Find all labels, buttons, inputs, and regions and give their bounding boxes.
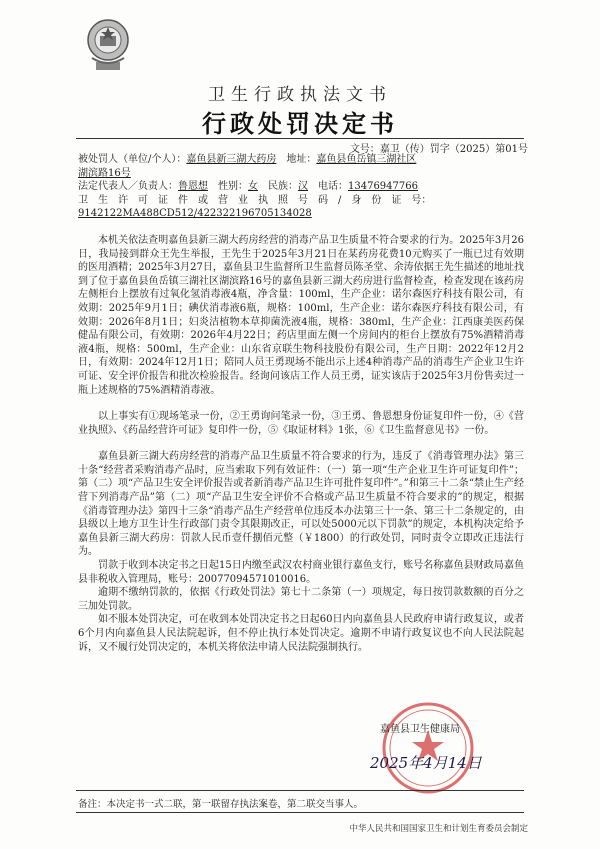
document-content xyxy=(78,153,524,654)
facts-paragraph: 本机关依法查明嘉鱼县新三湖大药房经营的消毒产品卫生质量不符合要求的行为。2025年3月26日，我局接到群众王先生举报，王先生于2025年3月21日在某药房花费10元购买了一瓶已过有效期的医用酒精；2025年3月27日，嘉鱼县卫生监督所卫生监督员陈圣堂、余涛依据王先生描述的地址找到了位于嘉鱼县鱼岳镇三湖社区湖滨路16号的嘉鱼县新三湖大药房进行监督检查，检查发现在该药房左侧柜台上摆放有过氧化氢消毒液4瓶，净含量：100ml，生产企业：诺尔森医疗科技有限公司，有效期：2025年9月1日；碘伏消毒液6瓶，规格：100ml，生产企业：诺尔森医疗科技有限公司，有效期：2026年8月1日；妇炎洁植物本草抑菌洗液4瓶，规格：380ml，生产企业：江西康美医药保健品有限公司，有效期：2026年4月22日；药店里面左侧一个房间内的柜台上摆放有75%酒精消毒液4瓶，规格：500ml，生产企业：山东省京联生物科技股份有限公司，生产日期：2022年12月2日，有效期：2024年12月1日；陪同人员王勇现场不能出示上述4种消毒产品的消毒生产企业卫生许可证、安全评价报告和批次检验报告。经询问该店工作人员王勇，证实该店于2025年3月份售卖过一瓶上述规格的75%酒精消毒液。 xyxy=(78,234,524,396)
license-number: 9142122MA488CD512/422322196705134028 xyxy=(78,208,312,220)
evidence-paragraph: 以上事实有①现场笔录一份，②王勇询问笔录一份，③王勇、鲁恩想身份证复印件一份，④《营业执照》、《药品经营许可证》复印件一份，⑤《取证材料》1张，⑥《卫生监督意见书》一份。 xyxy=(78,411,524,436)
red-official-seal-icon xyxy=(380,700,476,796)
decision-paragraph: 嘉鱼县新三湖大药房经营的消毒产品卫生质量不符合要求的行为，违反了《消毒管理办法》第三十条“经营者采购消毒产品时，应当索取下列有效证件：（一）第一项“生产企业卫生许可证复印件”；第（二）项“产品卫生安全评价报告或者新消毒产品卫生许可批件复印件”。”和第三十二条“禁止生产经营下列消毒产品”第（二）项“产品卫生安全评价不合格或产品卫生质量不符合要求的”的规定，根据《消毒管理办法》第四十三条“消毒产品生产经营单位违反本办法第三十一条、第三十二条规定的，由县级以上地方卫生计生行政部门责令其限期改正，可以处5000元以下罚款”的规定，本机构决定给予嘉鱼县新三湖大药房：罚款人民币壹仟捌佰元整（￥1800）的行政处罚，同时责令立即改正违法行为。 xyxy=(78,451,524,558)
note-divider-top xyxy=(76,790,524,791)
document-number: 文号：嘉卫（传）罚字（2025）第01号 xyxy=(349,144,528,155)
payment-paragraph: 罚款于收到本决定书之日起15日内缴至武汉农村商业银行嘉鱼支行，账号名称嘉鱼县财政局嘉鱼县非税收入管理局，账号：20077094571010016。 xyxy=(78,560,524,585)
license-label: 卫 生 许 可 证 件 或 营 业 执 照 号 码 / 身 份 证 号： xyxy=(78,194,432,206)
party-name: 嘉鱼县新三湖大药房 xyxy=(186,154,277,165)
footer-issuer: 中华人民共和国国家卫生和计划生育委员会制定 xyxy=(349,824,528,834)
document-note: 备注：本决定书一式二联，第一联留存执法案卷，第二联交当事人。 xyxy=(78,799,364,810)
party-line: 被处罚人（单位/个人）：嘉鱼县新三湖大药房 地址：嘉鱼县鱼岳镇三湖社区 xyxy=(78,154,417,165)
representative-nation: 汉 xyxy=(298,181,308,193)
title-divider xyxy=(76,138,524,139)
national-emblem-icon xyxy=(86,18,130,74)
document-type: 卫生行政执法文书 xyxy=(208,85,392,105)
page-title: 行政处罚决定书 xyxy=(202,109,398,138)
representative-line: 法定代表人／负责人：鲁恩想 性别：女 民族：汉 电话：13476947766 xyxy=(78,181,418,193)
party-address-line2: 湖滨路16号 xyxy=(78,167,131,179)
appeal-paragraph: 如不服本处罚决定，可在收到本处罚决定书之日起60日内向嘉鱼县人民政府申请行政复议，或者6个月内向嘉鱼县人民法院起诉，但不停止执行本处罚决定。逾期不申请行政复议也不向人民法院起诉，又不履行处罚决定的，本机关将依法申请人民法院强制执行。 xyxy=(78,614,524,653)
issue-date: 2025年4月14日 xyxy=(370,754,482,772)
representative-phone: 13476947766 xyxy=(348,181,418,193)
party-address: 嘉鱼县鱼岳镇三湖社区 xyxy=(316,154,417,165)
late-fee-paragraph: 逾期不缴纳罚款的，依据《行政处罚法》第七十二条第（一）项规定，每日按罚款数额的百分之三加处罚款。 xyxy=(78,587,524,612)
note-divider-bottom xyxy=(76,812,524,813)
representative-sex: 女 xyxy=(248,181,258,193)
issuing-organization: 嘉鱼县卫生健康局 xyxy=(380,724,460,735)
representative-name: 鲁恩想 xyxy=(178,181,208,193)
